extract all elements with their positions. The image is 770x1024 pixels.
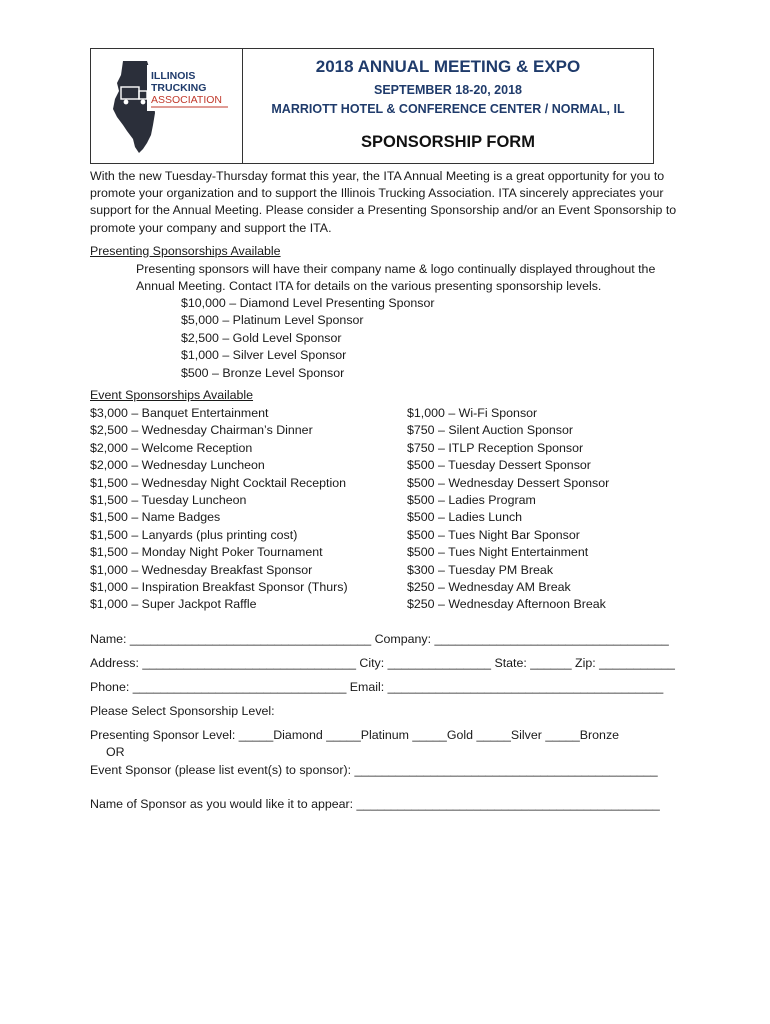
list-item: $250 – Wednesday AM Break (407, 580, 571, 595)
list-item: $250 – Wednesday Afternoon Break (407, 597, 606, 612)
event-dates: SEPTEMBER 18-20, 2018 (374, 83, 522, 97)
events-right-column (407, 405, 609, 614)
list-item: $500 – Ladies Lunch (407, 510, 523, 525)
list-item: $2,500 – Wednesday Chairman’s Dinner (90, 423, 313, 438)
header-titles (243, 49, 653, 163)
list-item: $2,500 – Gold Level Sponsor (181, 330, 342, 345)
list-item: $5,000 – Platinum Level Sponsor (181, 313, 364, 328)
list-item: $500 – Tues Night Bar Sponsor (407, 527, 580, 542)
list-item: $1,000 – Silver Level Sponsor (181, 348, 347, 363)
list-item: $500 – Wednesday Dessert Sponsor (407, 475, 610, 490)
list-item: $2,000 – Welcome Reception (90, 440, 253, 455)
list-item: $500 – Tuesday Dessert Sponsor (407, 458, 591, 473)
list-item: $2,000 – Wednesday Luncheon (90, 458, 265, 473)
events-heading: Event Sponsorships Available (90, 388, 254, 402)
event-title: 2018 ANNUAL MEETING & EXPO (315, 57, 581, 76)
logo-line-2: TRUCKING (151, 82, 207, 94)
list-item: $1,500 – Lanyards (plus printing cost) (90, 527, 298, 542)
list-item: $1,000 – Super Jackpot Raffle (90, 597, 257, 612)
presenting-level-options[interactable]: Presenting Sponsor Level: _____Diamond _____Platinum _____Gold _____Silver _____Bronze (90, 728, 620, 742)
address-field[interactable]: Address: _______________________________ City: _______________ State: ______ Zip: ___________ (90, 656, 675, 670)
logo (91, 49, 243, 163)
sponsor-name-field[interactable]: Name of Sponsor as you would like it to appear: ____________________________________________ (90, 797, 660, 811)
list-item: $1,000 – Inspiration Breakfast Sponsor (Thurs) (90, 580, 348, 595)
list-item: $300 – Tuesday PM Break (407, 562, 554, 577)
events-left-column (90, 405, 348, 614)
presenting-description: Presenting sponsors will have their company name & logo continually displayed throughout the Annual Meeting. Contact ITA for details on the various presenting sponsorship levels. (136, 262, 656, 294)
presenting-level-list (181, 295, 435, 382)
or-label: OR (106, 745, 125, 759)
list-item: $3,000 – Banquet Entertainment (90, 406, 269, 420)
illinois-trucking-association-logo (101, 55, 233, 157)
logo-line-1: ILLINOIS (151, 70, 196, 82)
event-sponsor-field[interactable]: Event Sponsor (please list event(s) to sponsor): ____________________________________________ (90, 763, 658, 777)
select-level-label: Please Select Sponsorship Level: (90, 704, 275, 718)
header-box (90, 48, 654, 164)
list-item: $1,500 – Name Badges (90, 510, 221, 525)
list-item: $1,500 – Tuesday Luncheon (90, 493, 247, 508)
list-item: $750 – Silent Auction Sponsor (407, 423, 574, 438)
list-item: $1,000 – Wi-Fi Sponsor (407, 406, 538, 420)
list-item: $1,500 – Wednesday Night Cocktail Reception (90, 475, 346, 490)
list-item: $10,000 – Diamond Level Presenting Sponsor (181, 296, 435, 310)
list-item: $500 – Ladies Program (407, 493, 536, 508)
list-item: $500 – Bronze Level Sponsor (181, 365, 345, 380)
phone-email-field[interactable]: Phone: _______________________________ Email: ________________________________________ (90, 680, 664, 694)
event-venue: MARRIOTT HOTEL & CONFERENCE CENTER / NORMAL, IL (271, 102, 625, 116)
list-item: $500 – Tues Night Entertainment (407, 545, 589, 560)
list-item: $1,500 – Monday Night Poker Tournament (90, 545, 323, 560)
list-item: $1,000 – Wednesday Breakfast Sponsor (90, 562, 313, 577)
form-title: SPONSORSHIP FORM (361, 133, 535, 151)
name-company-field[interactable]: Name: ___________________________________ Company: __________________________________ (90, 632, 669, 646)
presenting-heading: Presenting Sponsorships Available (90, 244, 281, 258)
logo-line-3: ASSOCIATION (151, 94, 222, 106)
list-item: $750 – ITLP Reception Sponsor (407, 440, 584, 455)
intro-paragraph: With the new Tuesday-Thursday format this year, the ITA Annual Meeting is a great opportunity for you to promote your organization and to support the Illinois Trucking Association. ITA sincerely appreciates your support for the Annual Meeting. Please consider a Presenting Sponsorship and/or an Event Sponsorship to promote your company and support the ITA. (90, 169, 677, 235)
